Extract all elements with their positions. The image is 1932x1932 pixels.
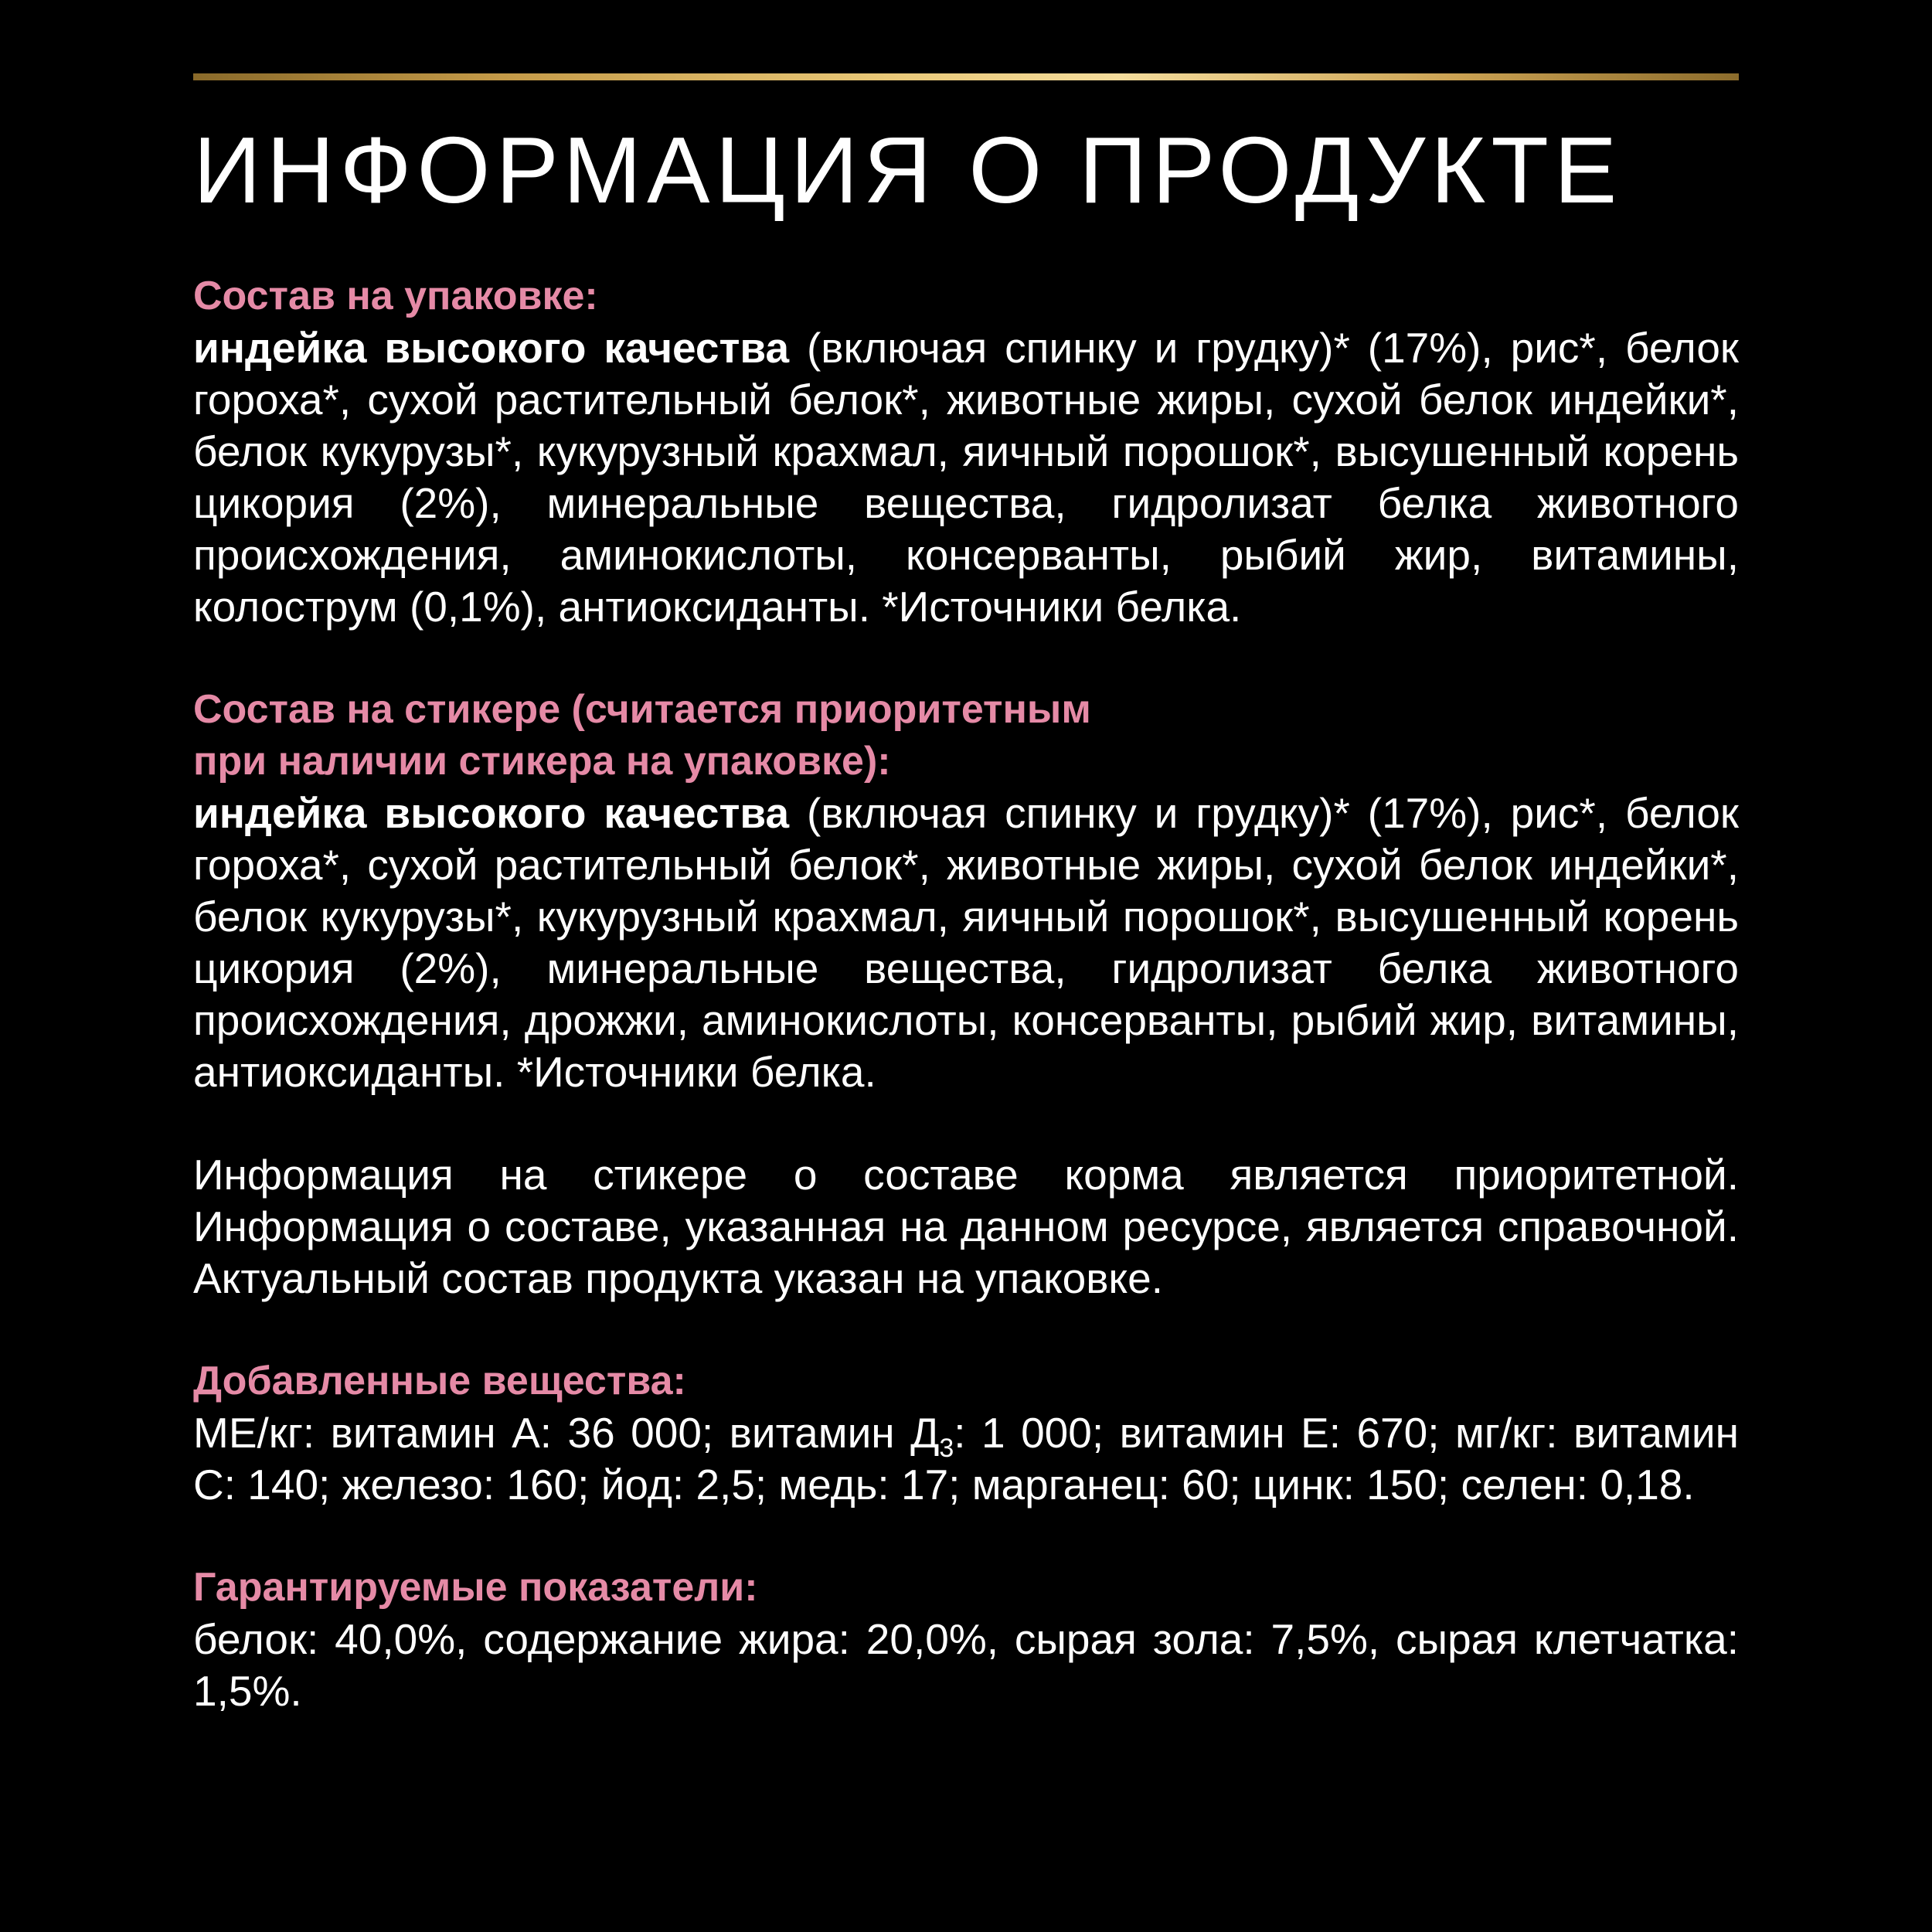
pack-composition-section bbox=[193, 270, 1739, 633]
additives-text-part1: МЕ/кг: витамин А: 36 000; витамин Д bbox=[193, 1409, 940, 1457]
pack-composition-heading: Состав на упаковке: bbox=[193, 274, 598, 318]
additives-text bbox=[193, 1407, 1739, 1511]
sticker-composition-section bbox=[193, 684, 1739, 1098]
notice-text: Информация на стикере о составе корма является приоритетной. Информация о составе, указанная на данном ресурсе, является справочной. Актуальный состав продукта указан на упаковке. bbox=[193, 1151, 1739, 1302]
sticker-heading-line2: при наличии стикера на упаковке): bbox=[193, 739, 891, 784]
sticker-heading-line1: Состав на стикере (считается приоритетным bbox=[193, 687, 1091, 732]
additives-heading: Добавленные вещества: bbox=[193, 1359, 686, 1403]
sticker-composition-lead: индейка высокого качества bbox=[193, 789, 790, 837]
page-title: ИНФОРМАЦИЯ О ПРОДУКТЕ bbox=[193, 117, 1623, 223]
vitamin-d-subscript: 3 bbox=[939, 1434, 954, 1463]
pack-composition-text bbox=[193, 322, 1739, 633]
pack-composition-lead: индейка высокого качества bbox=[193, 324, 790, 372]
sticker-composition-heading bbox=[193, 684, 1739, 787]
content bbox=[193, 270, 1739, 1768]
gold-divider bbox=[193, 73, 1739, 80]
product-info-page bbox=[193, 0, 1739, 1932]
guaranteed-text: белок: 40,0%, содержание жира: 20,0%, сырая зола: 7,5%, сырая клетчатка: 1,5%. bbox=[193, 1615, 1739, 1715]
additives-text-part2: : 1 000; витамин Е: 670; мг/кг: витамин С: 140; железо: 160; йод: 2,5; медь: 17; марганец: 60; цинк: 150; селен: 0,18. bbox=[193, 1409, 1739, 1509]
sticker-composition-text bbox=[193, 787, 1739, 1098]
pack-composition-body: (включая спинку и грудку)* (17%), рис*, белок гороха*, сухой растительный белок*, животные жиры, сухой белок индейки*, белок кукурузы*, кукурузный крахмал, яичный порошок*, высушенный корень цикория (2%), минеральные вещества, гидролизат белка животного происхождения, аминокислоты, консерванты, рыбий жир, витамины, колострум (0,1%), антиоксиданты. *Источники белка. bbox=[193, 324, 1739, 631]
sticker-composition-body: (включая спинку и грудку)* (17%), рис*, белок гороха*, сухой растительный белок*, животные жиры, сухой белок индейки*, белок кукурузы*, кукурузный крахмал, яичный порошок*, высушенный корень цикория (2%), минеральные вещества, гидролизат белка животного происхождения, дрожжи, аминокислоты, консерванты, рыбий жир, витамины, антиоксиданты. *Источники белка. bbox=[193, 789, 1739, 1096]
notice-section bbox=[193, 1149, 1739, 1304]
guaranteed-section bbox=[193, 1562, 1739, 1717]
guaranteed-heading: Гарантируемые показатели: bbox=[193, 1565, 758, 1610]
additives-section bbox=[193, 1355, 1739, 1511]
